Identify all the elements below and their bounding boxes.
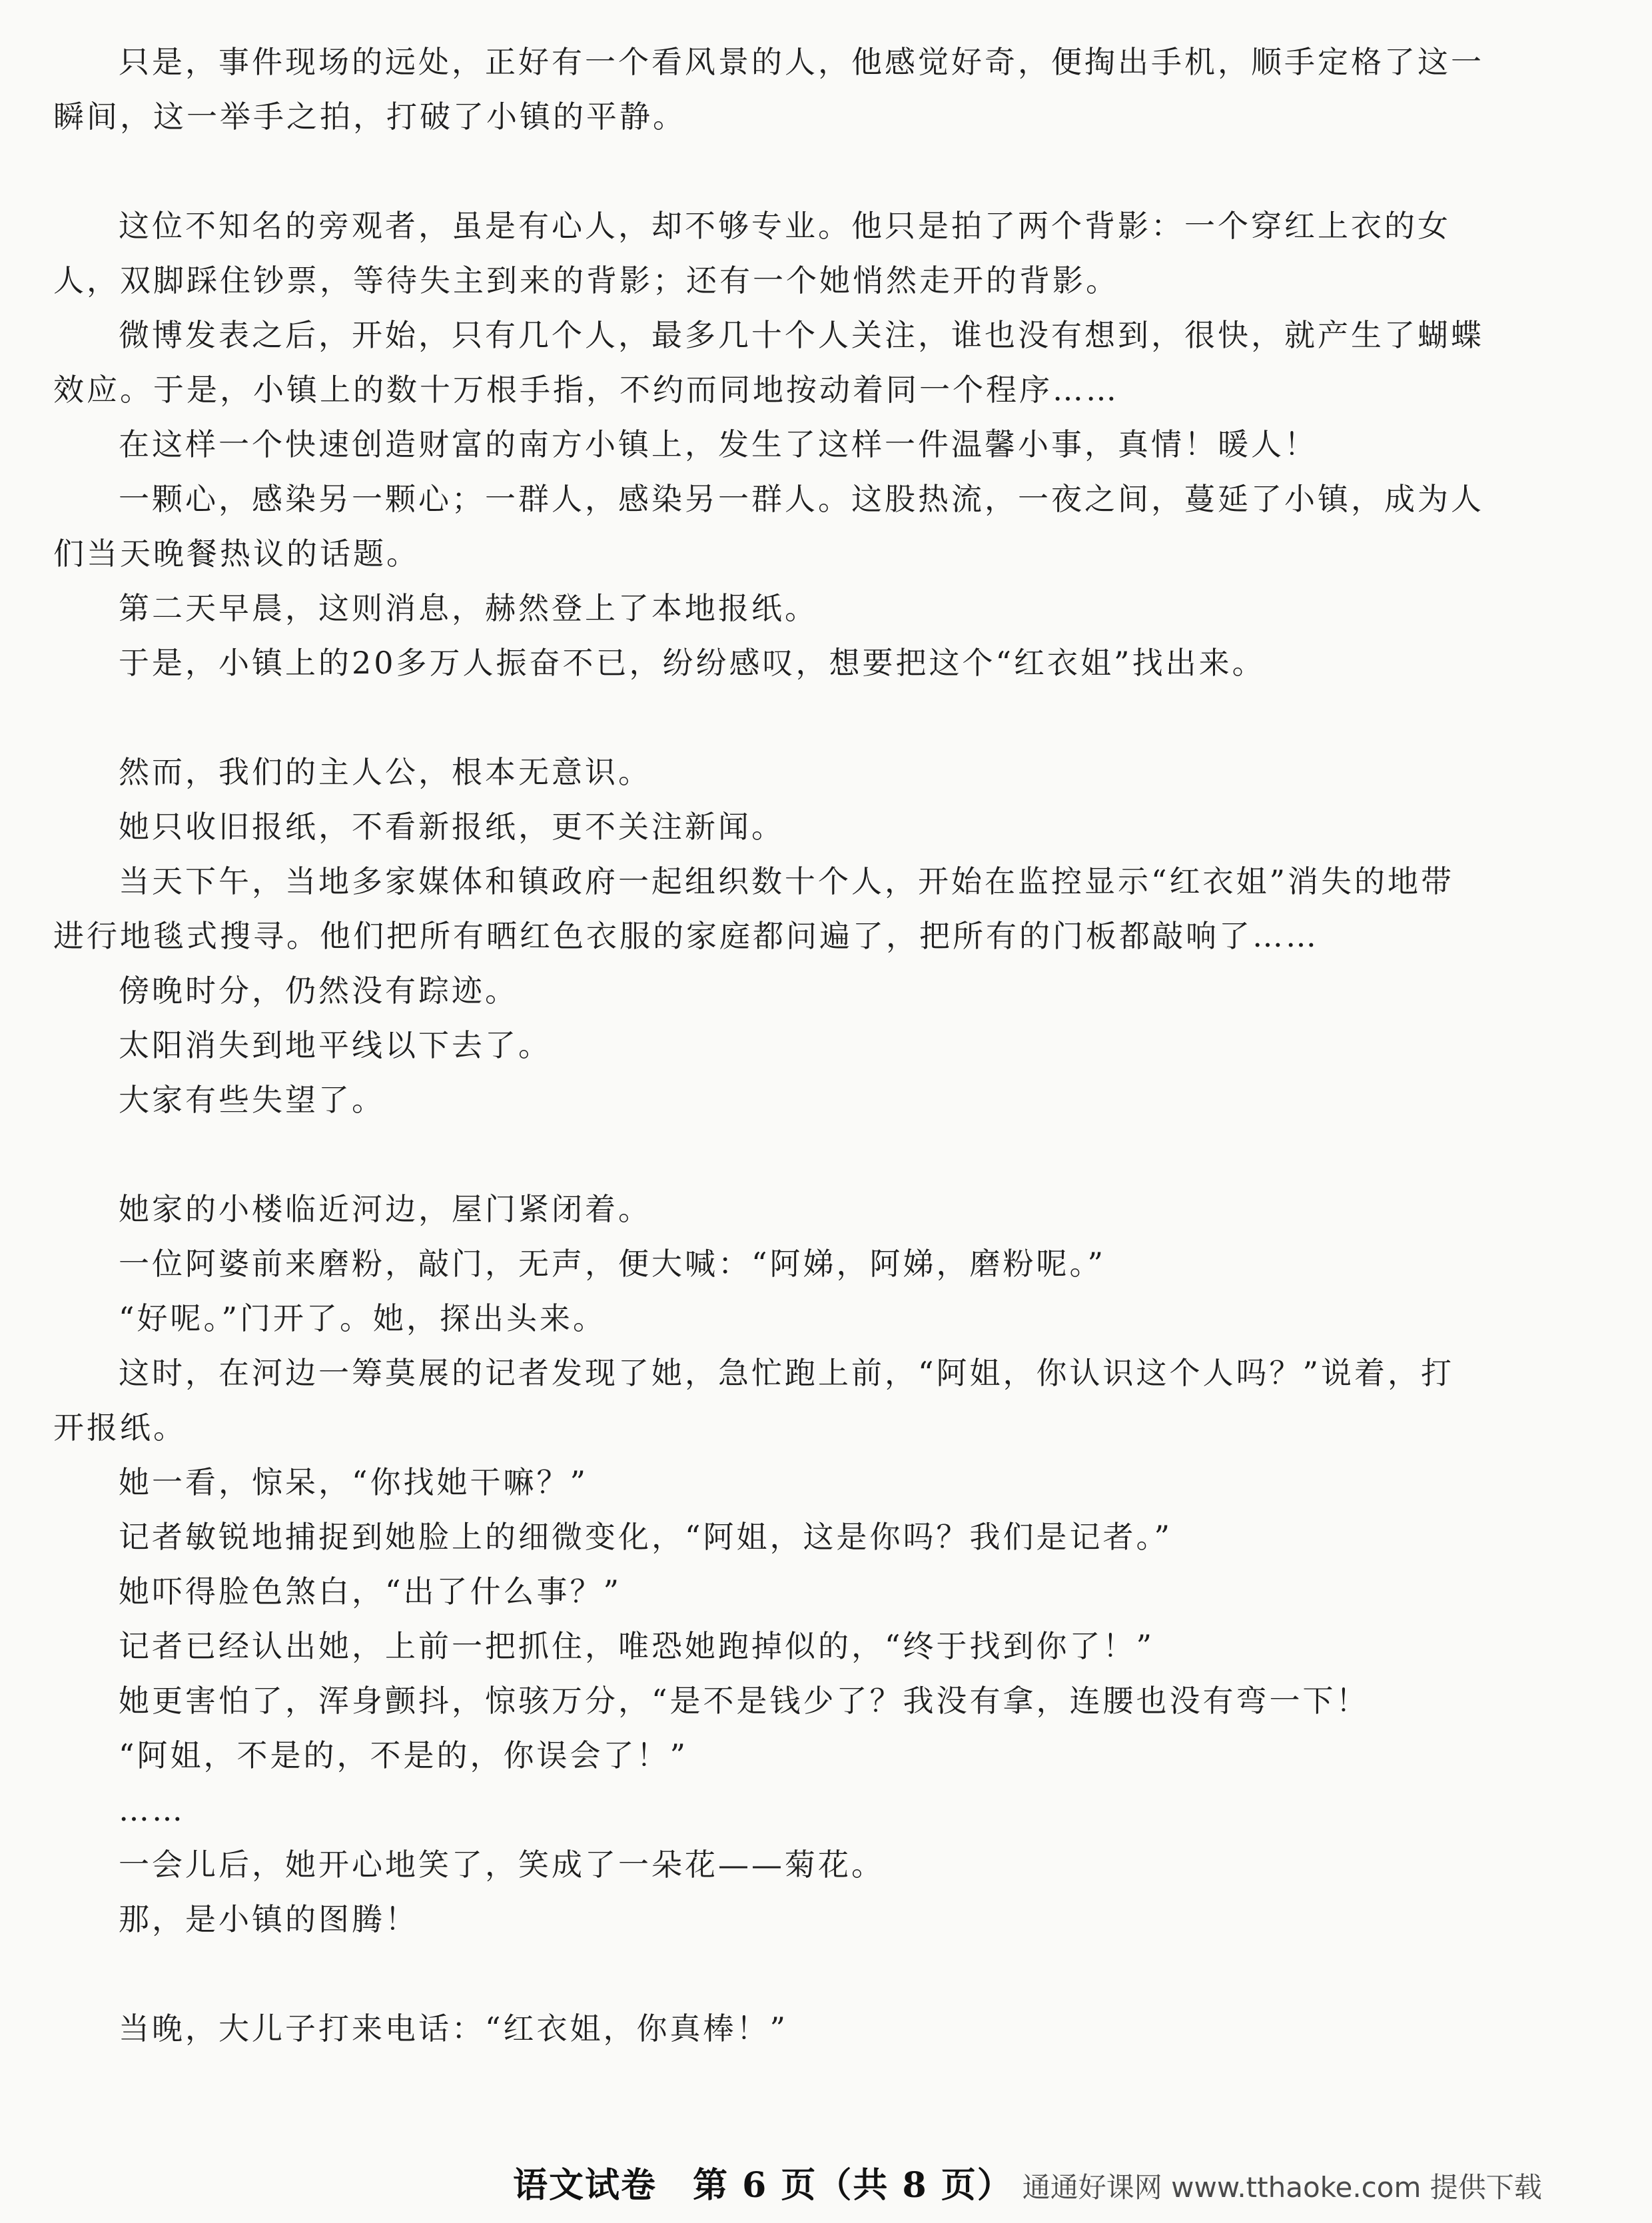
paragraph: 在这样一个快速创造财富的南方小镇上，发生了这样一件温馨小事，真情！暖人！ (119, 426, 1318, 462)
page-footer (513, 2157, 1645, 2210)
page-number-label: 语文试卷 第 6 页（共 8 页） (513, 2165, 1013, 2206)
paragraph: 她吓得脸色煞白，“出了什么事？” (119, 1573, 622, 1609)
paragraph: “阿姐，不是的，不是的，你误会了！” (119, 1737, 689, 1773)
paragraph: 太阳消失到地平线以下去了。 (119, 1027, 552, 1063)
paragraph: 然而，我们的主人公，根本无意识。 (119, 754, 651, 790)
paragraph: 一位阿婆前来磨粉，敲门，无声，便大喊：“阿娣，阿娣，磨粉呢。” (119, 1246, 1106, 1282)
section-break (53, 1127, 1485, 1182)
paragraph: 这位不知名的旁观者，虽是有心人，却不够专业。他只是拍了两个背影：一个穿红上衣的女人，双脚踩住钞票，等待失主到来的背影；还有一个她悄然走开的背影。 (53, 208, 1451, 298)
paragraph: 当晚，大儿子打来电话：“红衣姐，你真棒！” (119, 2010, 789, 2046)
section-break (53, 690, 1485, 745)
paragraph: …… (119, 1792, 185, 1828)
paragraph: 记者已经认出她，上前一把抓住，唯恐她跑掉似的，“终于找到你了！” (119, 1628, 1155, 1664)
section-break (53, 1947, 1485, 2001)
paragraph: “好呢。”门开了。她，探出头来。 (119, 1300, 607, 1336)
paragraph: 当天下午，当地多家媒体和镇政府一起组织数十个人，开始在监控显示“红衣姐”消失的地带进行地毯式搜寻。他们把所有晒红色衣服的家庭都问遍了，把所有的门板都敲响了…… (53, 863, 1455, 954)
paragraph: 微博发表之后，开始，只有几个人，最多几十个人关注，谁也没有想到，很快，就产生了蝴蝶效应。于是，小镇上的数十万根手指，不约而同地按动着同一个程序…… (53, 317, 1484, 408)
paragraph: 一颗心，感染另一颗心；一群人，感染另一群人。这股热流，一夜之间，蔓延了小镇，成为人们当天晚餐热议的话题。 (53, 481, 1484, 572)
download-watermark: 通通好课网 www.tthaoke.com 提供下载 (1022, 2171, 1542, 2204)
article-body (53, 35, 1485, 2056)
paragraph: 记者敏锐地捕捉到她脸上的细微变化，“阿姐，这是你吗？我们是记者。” (119, 1519, 1173, 1555)
paragraph: 这时，在河边一筹莫展的记者发现了她，急忙跑上前，“阿姐，你认识这个人吗？”说着，打开报纸。 (53, 1355, 1455, 1446)
paragraph: 大家有些失望了。 (119, 1082, 385, 1118)
paragraph: 一会儿后，她开心地笑了，笑成了一朵花——菊花。 (119, 1847, 885, 1883)
paragraph: 只是，事件现场的远处，正好有一个看风景的人，他感觉好奇，便掏出手机，顺手定格了这一瞬间，这一举手之拍，打破了小镇的平静。 (53, 44, 1484, 135)
paragraph: 第二天早晨，这则消息，赫然登上了本地报纸。 (119, 590, 818, 626)
paragraph: 她更害怕了，浑身颤抖，惊骇万分，“是不是钱少了？我没有拿，连腰也没有弯一下！ (119, 1683, 1370, 1719)
paragraph: 她只收旧报纸，不看新报纸，更不关注新闻。 (119, 809, 785, 845)
paragraph: 她一看，惊呆，“你找她干嘛？” (119, 1464, 589, 1500)
paragraph: 她家的小楼临近河边，屋门紧闭着。 (119, 1191, 651, 1227)
section-break (53, 144, 1485, 199)
paragraph: 那，是小镇的图腾！ (119, 1901, 418, 1937)
paragraph: 傍晚时分，仍然没有踪迹。 (119, 973, 518, 1009)
paragraph: 于是，小镇上的20多万人振奋不已，纷纷感叹，想要把这个“红衣姐”找出来。 (119, 645, 1266, 681)
